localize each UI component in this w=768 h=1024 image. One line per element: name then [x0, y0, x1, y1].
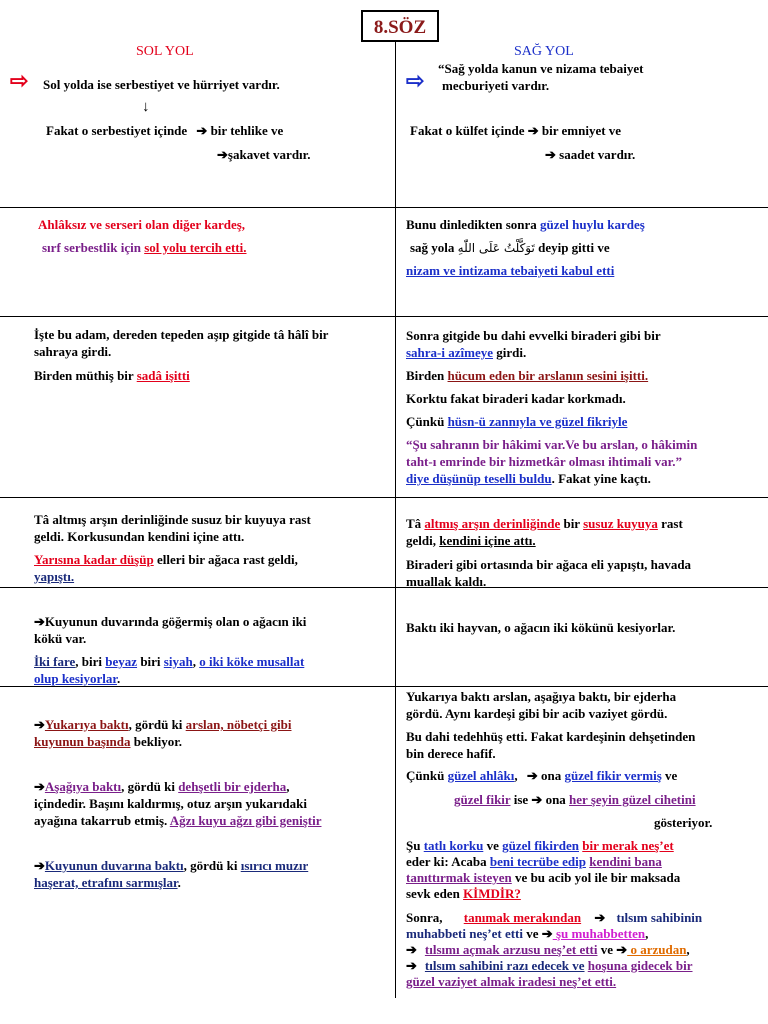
s2-left-line1: Ahlâksız ve serseri olan diğer kardeş,	[38, 217, 246, 232]
s6-right-line14: ➔ tılsımı açmak arzusu neş’et etti ve ➔ o arzudan,	[406, 942, 690, 957]
outline-arrow-blue-icon: ⇨	[406, 68, 425, 93]
s4-left-line1: Tâ altmış arşın derinliğinde susuz bir kuyuya rast	[34, 512, 311, 527]
left-heading: SOL YOL	[136, 44, 194, 59]
arrow-icon: ➔	[34, 717, 45, 732]
arrow-icon: ➔	[527, 123, 539, 138]
s3-right-line7: taht-ı emrinde bir hizmetkâr olması ihtimali var.”	[406, 454, 682, 469]
s3-right-line2: sahra-i azîmeye girdi.	[406, 345, 527, 360]
arrow-icon: ➔	[545, 147, 556, 162]
s1-right-line3: Fakat o külfet içinde ➔ bir emniyet ve	[410, 123, 622, 138]
arrow-down-icon: ↓	[142, 99, 150, 115]
s4-left-line3: Yarısına kadar düşüp elleri bir ağaca rast geldi,	[34, 552, 298, 567]
s6-right-line9: eder ki: Acaba beni tecrübe edip kendini bana	[406, 854, 662, 869]
s4-left-line2: geldi. Korkusundan kendini içine attı.	[34, 529, 245, 544]
s4-right-line2: geldi, kendini içine attı.	[406, 533, 536, 548]
s3-left-line3: Birden müthiş bir sadâ işitti	[34, 368, 190, 383]
s6-right-line15: ➔ tılsım sahibini razı edecek ve hoşuna gidecek bir	[406, 958, 693, 973]
section-divider	[0, 587, 768, 588]
s5-left-line3: İki fare, biri beyaz biri siyah, o iki köke musallat	[34, 654, 305, 669]
arrow-icon: ➔	[541, 926, 553, 941]
s5-left-line1: ➔Kuyunun duvarında göğermiş olan o ağacın iki	[34, 614, 307, 629]
s3-right-line5: Çünkü hüsn-ü zannıyla ve güzel fikriyle	[406, 414, 628, 429]
s3-right-line8: diye düşünüp teselli buldu. Fakat yine kaçtı.	[406, 471, 651, 486]
s4-left-line4: yapıştı.	[34, 569, 75, 584]
s3-right-line1: Sonra gitgide bu dahi evvelki biraderi gibi bir	[406, 328, 661, 343]
s6-left-line4: içindedir. Başını kaldırmış, otuz arşın yukarıdaki	[34, 796, 307, 811]
arrow-icon: ➔	[196, 123, 208, 138]
s1-right-line1: “Sağ yolda kanun ve nizama tebaiyet	[438, 61, 644, 76]
s2-left-line2: sırf serbestlik için sol yolu tercih etti.	[42, 240, 247, 255]
center-divider	[395, 26, 396, 998]
s1-right-line2: mecburiyeti vardır.	[442, 78, 550, 93]
s6-left-line7: haşerat, etrafını sarmışlar.	[34, 875, 181, 890]
s6-right-line13: muhabbeti neş’et etti ve ➔ şu muhabbetten,	[406, 926, 649, 941]
arrow-icon: ➔	[406, 958, 417, 973]
s6-left-line2: kuyunun başında bekliyor.	[34, 734, 183, 749]
arrow-icon: ➔	[526, 768, 538, 783]
arrow-icon: ➔	[34, 858, 45, 873]
section-divider	[0, 207, 768, 208]
s6-right-line11: sevk eden KİMDİR?	[406, 886, 521, 901]
s5-right-line1: Baktı iki hayvan, o ağacın iki kökünü kesiyorlar.	[406, 620, 676, 635]
s1-left-line3: ➔şakavet vardır.	[217, 147, 311, 162]
section-divider	[0, 497, 768, 498]
s6-right-line2: gördü. Aynı kardeşi gibi bir acib vaziyet gördü.	[406, 706, 668, 721]
arrow-icon: ➔	[616, 942, 628, 957]
s6-right-line12: Sonra, tanımak merakından ➔ tılsım sahibinin	[406, 910, 703, 925]
s6-left-line1: ➔Yukarıya baktı, gördü ki arslan, nöbetçi gibi	[34, 717, 292, 732]
s5-left-line4: olup kesiyorlar.	[34, 671, 121, 686]
arrow-icon: ➔	[34, 779, 45, 794]
s3-right-line3: Birden hücum eden bir arslanın sesini işitti.	[406, 368, 649, 383]
right-heading: SAĞ YOL	[514, 44, 574, 59]
s1-left-line2: Fakat o serbestiyet içinde ➔ bir tehlike ve	[46, 123, 284, 138]
s6-right-line8: Şu tatlı korku ve güzel fikirden bir merak neş’et	[406, 838, 674, 853]
arrow-icon: ➔	[531, 792, 543, 807]
arrow-icon: ➔	[594, 910, 606, 925]
outline-arrow-red-icon: ⇨	[10, 68, 29, 93]
s2-right-line3: nizam ve intizama tebaiyeti kabul etti	[406, 263, 615, 278]
s6-left-line3: ➔Aşağıya baktı, gördü ki dehşetli bir ejderha,	[34, 779, 290, 794]
arrow-icon: ➔	[406, 942, 417, 957]
s6-left-line6: ➔Kuyunun duvarına baktı, gördü ki ısırıcı muzır	[34, 858, 309, 873]
s1-left-line1: Sol yolda ise serbestiyet ve hürriyet vardır.	[43, 77, 280, 92]
s4-right-line1: Tâ altmış arşın derinliğinde bir susuz kuyuya rast	[406, 516, 683, 531]
arabic-phrase: تَوَكَّلْتُ عَلَى اللّٰهِ	[457, 241, 535, 255]
s6-right-line7: gösteriyor.	[654, 815, 713, 830]
s3-left-line2: sahraya girdi.	[34, 344, 112, 359]
section-divider	[0, 316, 768, 317]
s5-left-line2: kökü var.	[34, 631, 87, 646]
s4-right-line4: muallak kaldı.	[406, 574, 487, 589]
s3-right-line6: “Şu sahranın bir hâkimi var.Ve bu arslan, o hâkimin	[406, 437, 698, 452]
s2-right-line1: Bunu dinledikten sonra güzel huylu kardeş	[406, 217, 645, 232]
s6-right-line1: Yukarıya baktı arslan, aşağıya baktı, bir ejderha	[406, 689, 677, 704]
s1-right-line4: ➔ saadet vardır.	[545, 147, 636, 162]
s6-right-line5: Çünkü güzel ahlâkı, ➔ ona güzel fikir vermiş ve	[406, 768, 678, 783]
arrow-icon: ➔	[217, 147, 228, 162]
s6-right-line4: bin derece hafif.	[406, 746, 496, 761]
s3-right-line4: Korktu fakat biraderi kadar korkmadı.	[406, 391, 626, 406]
arrow-icon: ➔	[34, 614, 45, 629]
s6-right-line6: güzel fikir ise ➔ ona her şeyin güzel cihetini	[454, 792, 696, 807]
s6-right-line10: tanıttırmak isteyen ve bu acib yol ile bir maksada	[406, 870, 681, 885]
s3-left-line1: İşte bu adam, dereden tepeden aşıp gitgide tâ hâlî bir	[34, 327, 329, 342]
page-title: 8.SÖZ	[361, 10, 439, 42]
s4-right-line3: Biraderi gibi ortasında bir ağaca eli yapıştı, havada	[406, 557, 692, 572]
s6-left-line5: ayağına takarrub etmiş. Ağzı kuyu ağzı gibi geniştir	[34, 813, 322, 828]
s6-right-line16: güzel vaziyet almak iradesi neş’et etti.	[406, 974, 617, 989]
s2-right-line2: sağ yola تَوَكَّلْتُ عَلَى اللّٰهِ deyip gitti ve	[410, 240, 610, 255]
s6-right-line3: Bu dahi tedehhüş etti. Fakat kardeşinin dehşetinden	[406, 729, 696, 744]
